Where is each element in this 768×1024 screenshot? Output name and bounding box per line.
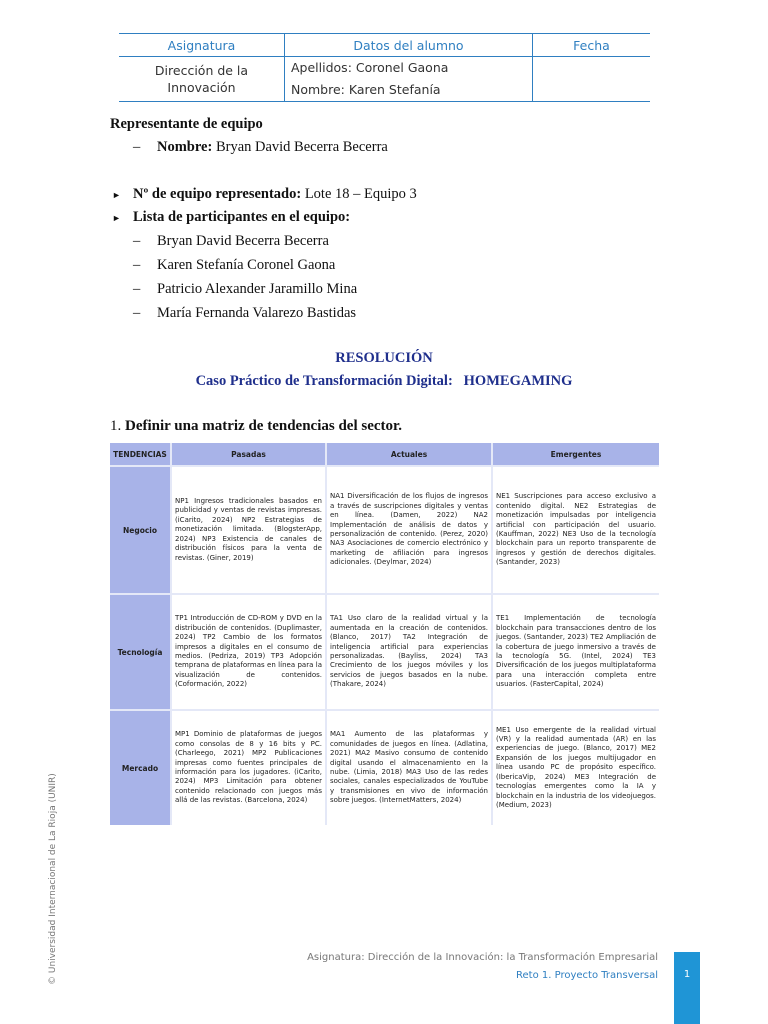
header-col-subject: Asignatura [119, 34, 285, 57]
section-heading [110, 418, 402, 435]
section-number: 1. [110, 418, 122, 434]
student-surnames: Apellidos: Coronel Gaona [291, 60, 449, 75]
cell-technology-emerging: TE1 Implementación de tecnología blockchain para transacciones dentro de los juegos. (Santander, 2023) TE2 Ampliación de la cobertura de juego inmersivo a través de la tecnología 5G. (Intel, 2024) TE3 Diversificación de los juegos multiplataforma para una interacción completa entre usuarios. (FasterCapital, 2024) [493, 595, 659, 709]
team-number-value: Lote 18 – Equipo 3 [304, 186, 417, 202]
rep-name-value: Bryan David Becerra Becerra [215, 139, 388, 155]
cell-market-emerging: ME1 Uso emergente de la realidad virtual (VR) y la realidad aumentada (AR) en las experiencias de juego. (Blanco, 2017) ME2 Expansión de los juegos multijugador en línea usando PC de propósito específico. (IbericaVip, 2024) ME3 Integración de tecnologías emergentes como la IA y blockchain en la industria de los videojuegos. (Medium, 2023) [493, 711, 659, 825]
rep-name [157, 139, 388, 156]
cell-business-past: NP1 Ingresos tradicionales basados en publicidad y ventas de revistas impresas. (iCarito, 2024) NP2 Estrategias de monetización limitada. (BlogsterApp, 2024) NP3 Existencia de canales de distribución físicos para la venta de revistas. (Giner, 2019) [172, 467, 325, 593]
matrix-header-trends: TENDENCIAS [110, 443, 170, 465]
team-number-label: Nº de equipo representado: [133, 186, 302, 202]
dash: – [133, 305, 141, 321]
row-label-business: Negocio [110, 467, 170, 593]
date-cell [533, 57, 651, 102]
student-cell [285, 57, 533, 102]
participant-name: Bryan David Becerra Becerra [157, 233, 329, 249]
dash: – [133, 233, 141, 249]
page-number: 1 [674, 952, 700, 1024]
team-number [133, 186, 417, 203]
cell-market-current: MA1 Aumento de las plataformas y comunidades de juegos en línea. (Adlatina, 2021) MA2 Masivo consumo de contenido digital usando el almacenamiento en la nube. (Limia, 2018) MA3 Uso de las redes sociales, canales especializados de YouTube y transmisiones en vivo de información sobre juegos. (InternetMatters, 2024) [327, 711, 491, 825]
cell-technology-current: TA1 Uso claro de la realidad virtual y la aumentada en la creación de contenidos. (Blanco, 2017) TA2 Integración de inteligencia artificial para experiencias personalizadas. (Bayliss, 2024) TA3 Crecimiento de los juegos móviles y los servicios de juegos basados en la nube. (Thakare, 2024) [327, 595, 491, 709]
header-col-student: Datos del alumno [285, 34, 533, 57]
rep-name-label: Nombre: [157, 139, 213, 155]
resolution-subtitle: Caso Práctico de Transformación Digital: HOMEGAMING [195, 373, 573, 389]
trends-matrix [110, 443, 659, 825]
dash: – [133, 257, 141, 273]
participant-name: María Fernanda Valarezo Bastidas [157, 305, 357, 321]
bullet-icon: ► [112, 190, 121, 200]
row-label-technology: Tecnología [110, 595, 170, 709]
participants-label: Lista de participantes en el equipo: [133, 209, 351, 225]
cell-market-past: MP1 Dominio de plataformas de juegos como consolas de 8 y 16 bits y PC. (Charleego, 2021) MP2 Publicaciones impresas como fuentes principales de información para los jugadores. (iCarito, 2024) MP3 Limitación para obtener contenido relacionado con juegos más allá de las revistas. (Barcelona, 2024) [172, 711, 325, 825]
footer-project: Reto 1. Proyecto Transversal [516, 970, 658, 981]
participant-name: Karen Stefanía Coronel Gaona [157, 257, 336, 273]
subject-cell [119, 57, 285, 102]
row-label-market: Mercado [110, 711, 170, 825]
subject-line2: Innovación [167, 80, 236, 95]
section-title: Definir una matriz de tendencias del sector. [125, 418, 403, 434]
header-col-date: Fecha [533, 34, 651, 57]
bullet-icon: ► [112, 213, 121, 223]
university-copyright: © Universidad Internacional de La Rioja (UNIR) [48, 773, 58, 985]
matrix-header-emerging: Emergentes [493, 443, 659, 465]
dash: – [133, 139, 141, 155]
student-name: Nombre: Karen Stefanía [291, 82, 441, 97]
participant-name: Patricio Alexander Jaramillo Mina [157, 281, 358, 297]
cell-business-emerging: NE1 Suscripciones para acceso exclusivo a contenido digital. NE2 Estrategias de monetización impulsadas por inteligencia artificial con participación del usuario. (Kauffman, 2022) NE3 Uso de la tecnología blockchain para un reporto transparente de ingresos y gestión de derechos digitales. (Santander, 2023) [493, 467, 659, 593]
matrix-header-current: Actuales [327, 443, 491, 465]
dash: – [133, 281, 141, 297]
matrix-header-past: Pasadas [172, 443, 325, 465]
rep-heading: Representante de equipo [110, 116, 263, 132]
footer-subject: Asignatura: Dirección de la Innovación: la Transformación Empresarial [307, 952, 658, 963]
subject-line1: Dirección de la [154, 63, 249, 78]
header-table [119, 33, 650, 102]
cell-technology-past: TP1 Introducción de CD-ROM y DVD en la distribución de contenidos. (Duplimaster, 2024) TP2 Cambio de los formatos impresos a digitales en el consumo de medios. (Pedriza, 2019) TP3 Adopción temprana de plataformas en línea para la visualización de contenidos. (Coformación, 2022) [172, 595, 325, 709]
cell-business-current: NA1 Diversificación de los flujos de ingresos a través de suscripciones digitales y ventas en línea. (Damen, 2022) NA2 Implementación de análisis de datos y personalización de contenido. (Perez, 2020) NA3 Asociaciones de comercio electrónico y marketing de afiliación para ingresos adicionales. (Deylmar, 2024) [327, 467, 491, 593]
resolution-title: RESOLUCIÓN [335, 350, 433, 366]
